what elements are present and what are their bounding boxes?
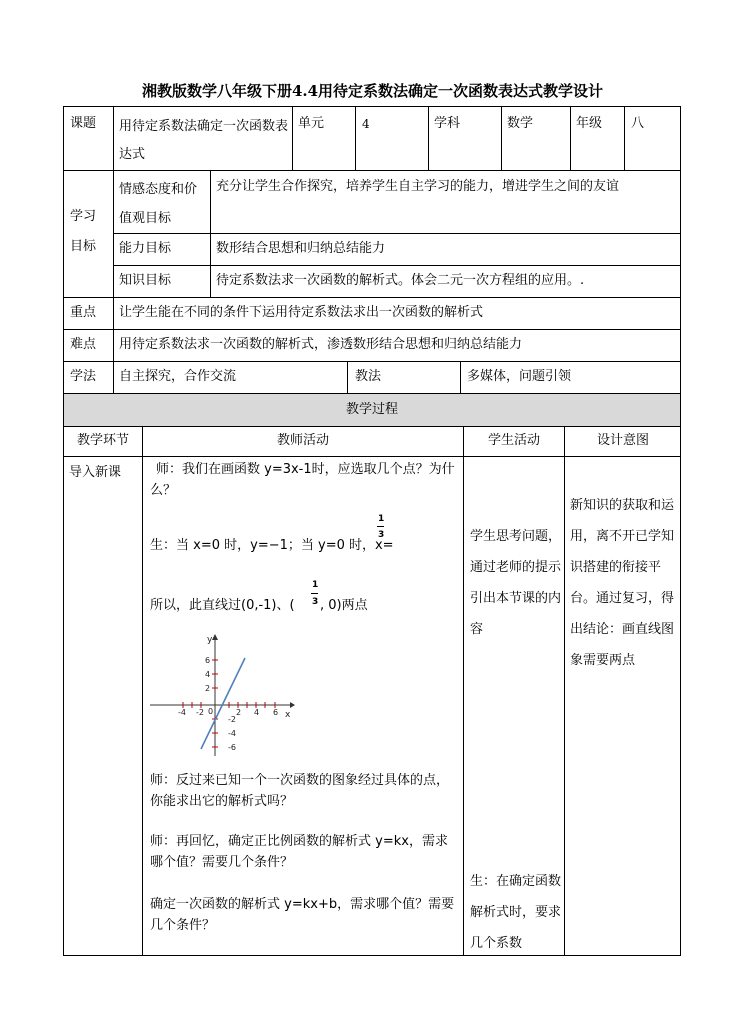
design-intent: 新知识的获取和运用，离不开已学知识搭建的衔接平台。通过复习，得出结论：画直线图象需要两点 <box>570 498 675 668</box>
col-intent-header: 设计意图 <box>596 433 649 448</box>
teacher-p6: 确定一次函数的解析式 y=kx+b，需求哪个值？需要几个条件？ <box>150 897 455 933</box>
y-tick-label: 2 <box>205 684 211 693</box>
goal-text-affective: 充分让学生合作探究，培养学生自主学习的能力，增进学生之间的友谊 <box>216 179 620 194</box>
difficulty-label: 难点 <box>70 337 97 352</box>
teacher-p4: 师：反过来已知一个一次函数的图象经过具体的点，你能求出它的解析式吗？ <box>150 773 450 809</box>
goal-name-ability: 能力目标 <box>119 241 172 256</box>
fraction-numerator-2: 1 <box>312 580 319 590</box>
grade-value: 八 <box>631 116 645 131</box>
col-teacher-header: 教师活动 <box>276 433 329 448</box>
x-tick-label: 6 <box>273 708 279 717</box>
unit-value: 4 <box>362 117 370 131</box>
x-axis-arrow <box>290 702 295 708</box>
y-tick-label: 6 <box>205 656 211 665</box>
subject-value: 数学 <box>507 116 534 131</box>
teacher-p3a: 所以，此直线过(0,-1)、( <box>150 598 295 613</box>
col-student-header: 学生活动 <box>487 433 540 448</box>
teacher-p5: 师：再回忆，确定正比例函数的解析式 y=kx，需求哪个值？需要几个条件？ <box>150 834 448 870</box>
goal-text-knowledge: 待定系数法求一次函数的解析式。体会二元一次方程组的应用。. <box>216 273 585 288</box>
teaching-method-value: 多媒体，问题引领 <box>467 369 572 384</box>
student-activity-2: 生：在确定函数解析式时，要求几个系数 <box>470 874 562 951</box>
teacher-p1: 师：我们在画函数 y=3x-1时，应选取几个点？为什么？ <box>150 462 455 498</box>
goal-name-knowledge: 知识目标 <box>119 273 172 288</box>
y-tick-label: -4 <box>228 729 236 738</box>
x-tick-label: -4 <box>178 708 186 717</box>
goal-text-ability: 数形结合思想和归纳总结能力 <box>216 241 386 256</box>
linear-function-graph <box>150 632 295 757</box>
key-point-label: 重点 <box>70 305 97 320</box>
subject-label: 学科 <box>434 116 461 131</box>
document-title: 湘教版数学八年级下册4.4用待定系数法确定一次函数表达式教学设计 <box>141 82 604 100</box>
y-tick-label: -2 <box>228 715 236 724</box>
teacher-p3b: , 0)两点 <box>320 598 368 613</box>
fraction-denominator-2: 3 <box>312 597 319 607</box>
student-activity-1: 学生思考问题，通过老师的提示引出本节课的内容 <box>470 529 562 637</box>
y-tick-label: -6 <box>228 743 236 752</box>
grade-label: 年级 <box>576 116 603 131</box>
origin-label: 0 <box>208 707 214 716</box>
x-axis-label: x <box>285 710 291 720</box>
fraction-numerator-1: 1 <box>378 514 385 524</box>
process-title: 教学过程 <box>345 402 398 417</box>
y-axis-label: y <box>207 635 213 645</box>
teacher-p2: 生：当 x=0 时，y=−1；当 y=0 时，x= <box>150 538 394 553</box>
goals-label-line2: 目标 <box>70 239 97 254</box>
y-axis-arrow <box>212 634 218 640</box>
difficulty-text: 用待定系数法求一次函数的解析式，渗透数形结合思想和归纳总结能力 <box>119 337 523 352</box>
x-tick-label: 4 <box>254 708 260 717</box>
goal-name-affective: 情感态度和价值观目标 <box>119 182 198 226</box>
col-stage-header: 教学环节 <box>76 433 129 448</box>
goals-label-line1: 学习 <box>70 209 97 224</box>
y-tick-label: 4 <box>205 670 211 679</box>
teaching-method-label: 教法 <box>355 369 382 384</box>
key-point-text: 让学生能在不同的条件下运用待定系数法求出一次函数的解析式 <box>119 305 484 320</box>
topic-label: 课题 <box>70 116 97 131</box>
x-tick-label: -2 <box>196 708 204 717</box>
learning-method-value: 自主探究，合作交流 <box>119 369 237 384</box>
topic-value: 用待定系数法确定一次函数表达式 <box>119 119 289 162</box>
fraction-denominator-1: 3 <box>378 530 385 540</box>
learning-method-label: 学法 <box>70 369 97 384</box>
unit-label: 单元 <box>298 116 325 131</box>
stage-name: 导入新课 <box>69 465 122 480</box>
x-tick-label: 2 <box>236 708 242 717</box>
